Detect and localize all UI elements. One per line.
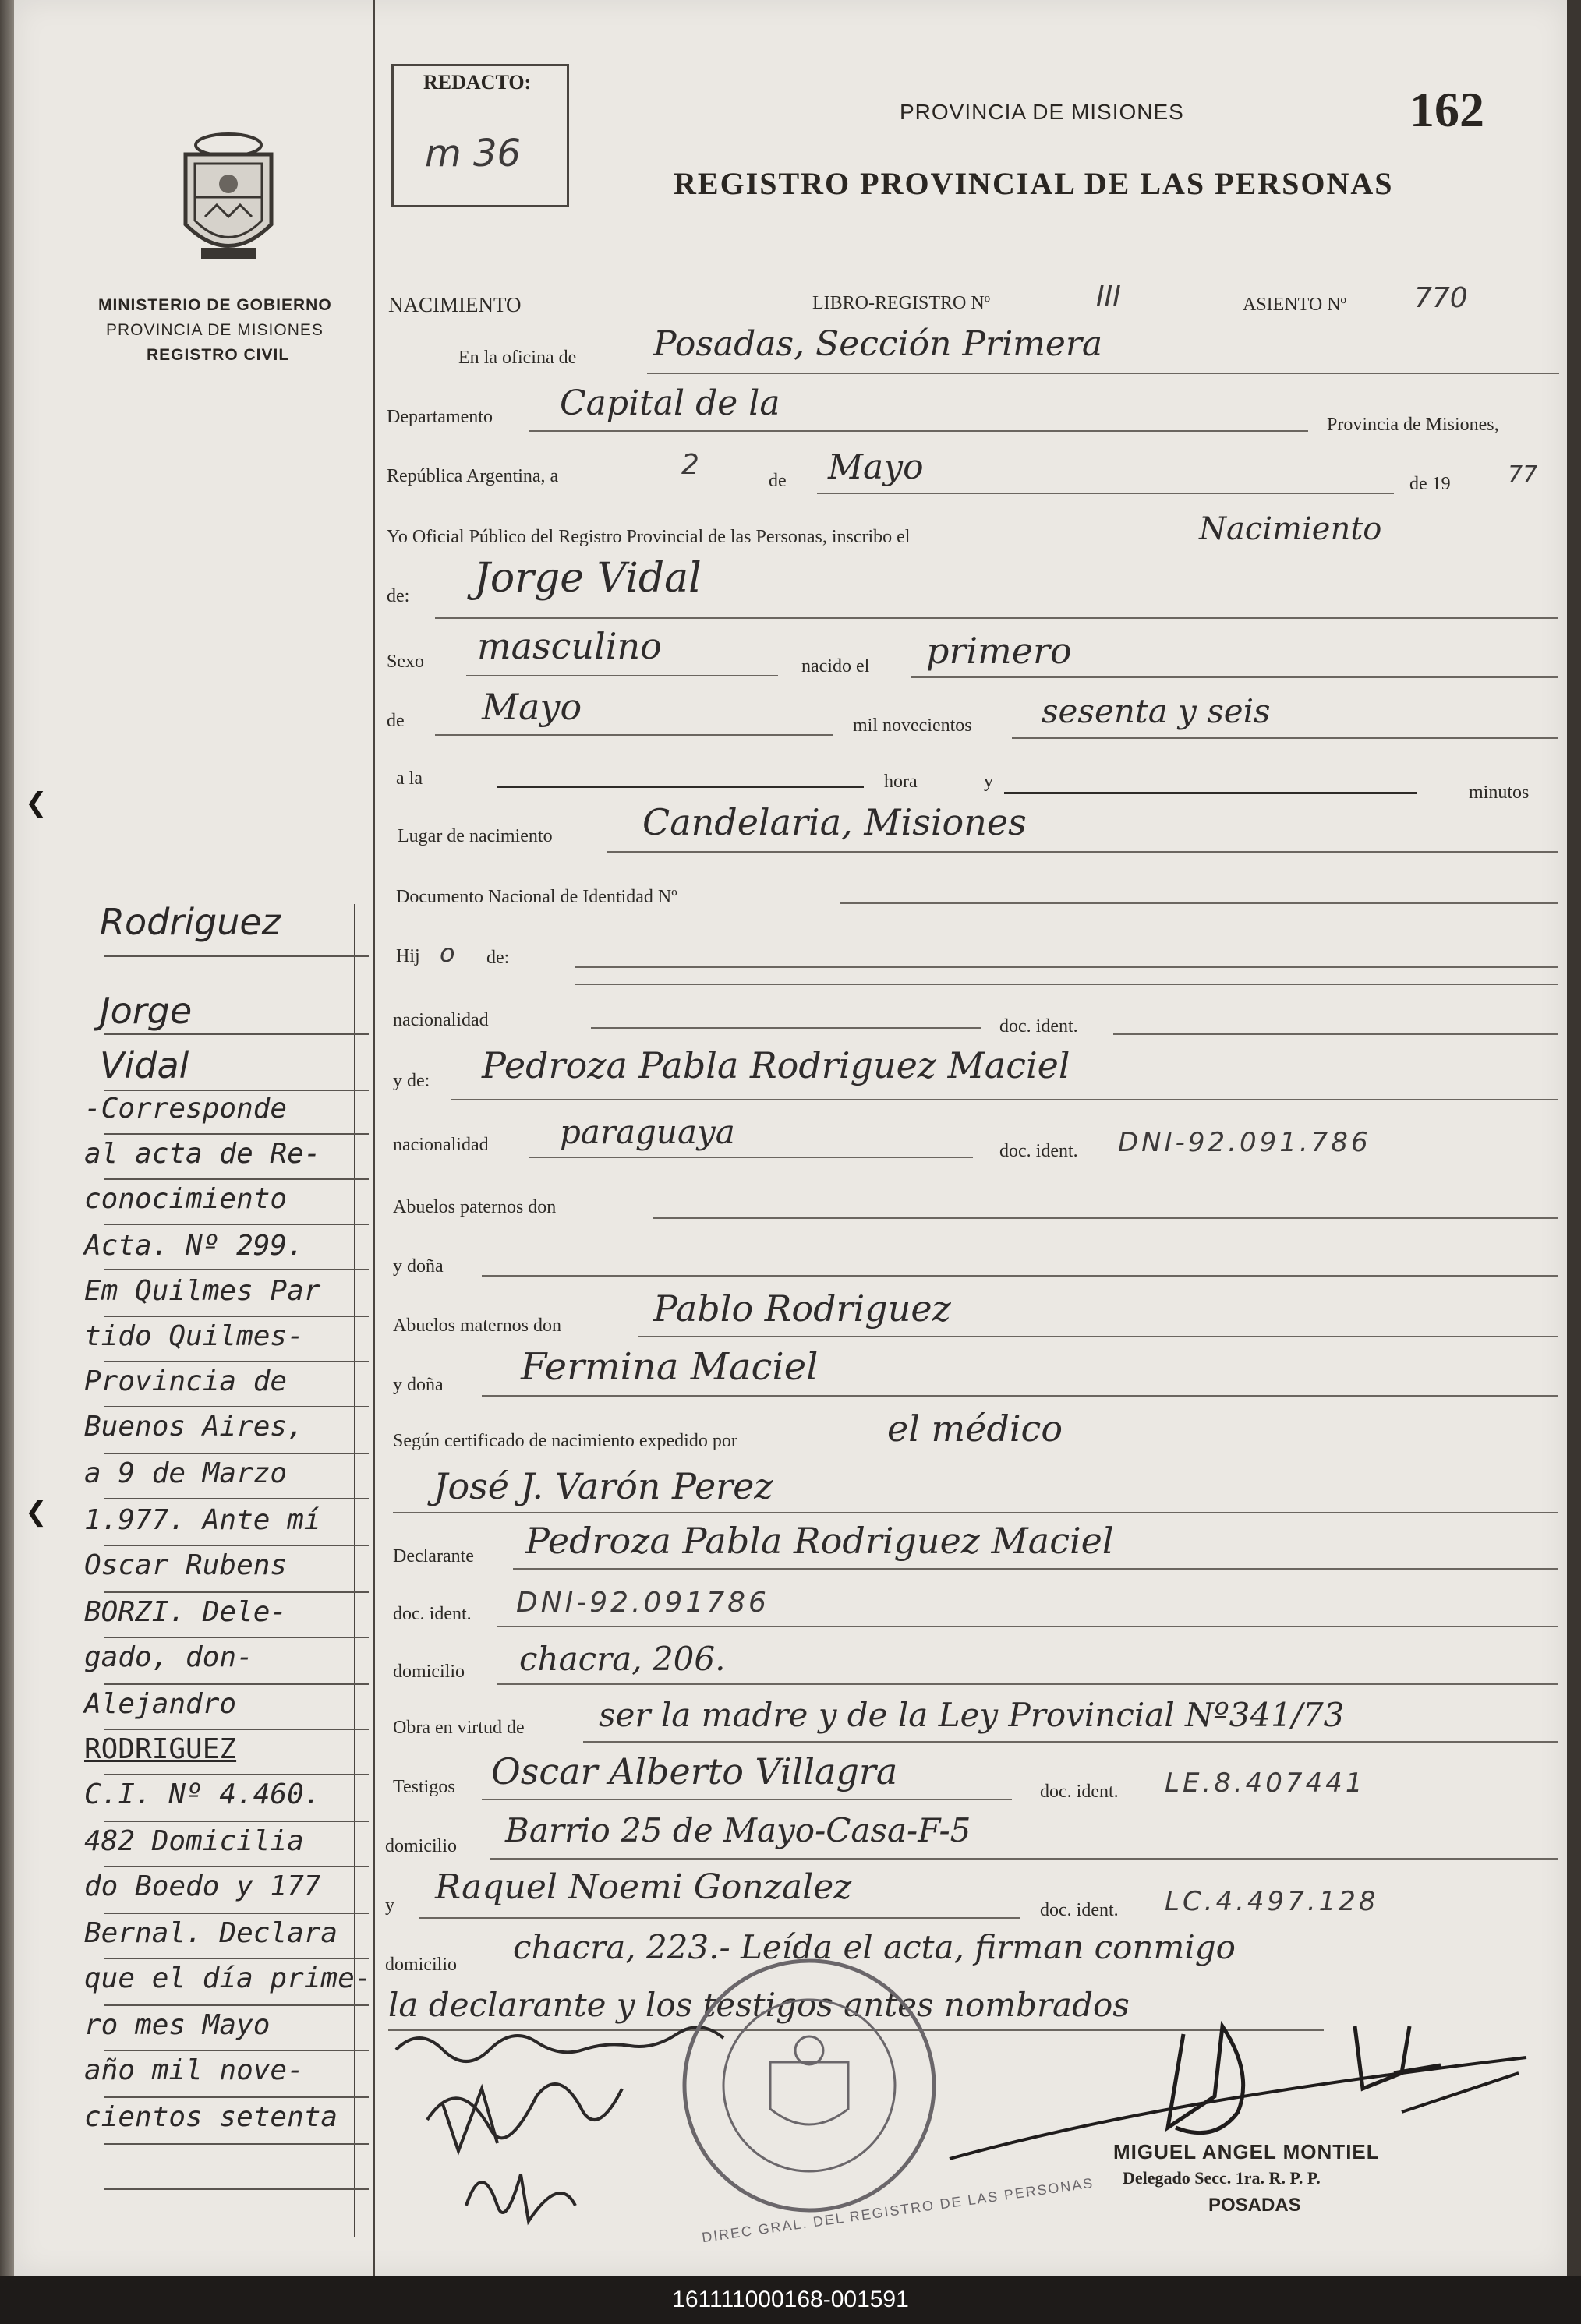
libro-value: III — [1096, 281, 1121, 313]
y-dona-label: y doña — [393, 1256, 444, 1277]
y-dona2-label: y doña — [393, 1375, 444, 1395]
mil-label: mil novecientos — [853, 715, 972, 736]
margin-note-line: conocimiento — [84, 1183, 288, 1215]
hijo-de-label: de: — [486, 948, 510, 968]
oficina-label: En la oficina de — [458, 348, 577, 368]
binding-edge — [0, 0, 14, 2276]
de-label: de — [769, 471, 787, 491]
margin-note-line: Alejandro — [84, 1688, 237, 1720]
obra-value: ser la madre y de la Ley Provincial Nº341/73 — [599, 1696, 1345, 1734]
y2-label: y — [385, 1895, 394, 1916]
lugar-value: Candelaria, Misiones — [642, 801, 1027, 843]
doc-ident2-value: DNI-92.091.786 — [1118, 1127, 1371, 1158]
record-type: NACIMIENTO — [388, 293, 522, 316]
margin-rule — [104, 2143, 369, 2145]
domicilio3-value: chacra, 223.- Leída el acta, firman conmigo — [513, 1928, 1236, 1966]
minutos-line — [1004, 792, 1417, 794]
medico-value: José J. Varón Perez — [433, 1465, 773, 1507]
hora-line — [497, 786, 864, 788]
margin-rule — [104, 1545, 369, 1546]
hijo-line-2 — [575, 984, 1558, 985]
margin-surname: Rodriguez — [100, 901, 281, 943]
abuelos-pat-label: Abuelos paternos don — [393, 1197, 557, 1217]
margin-note-line: gado, don- — [84, 1641, 253, 1673]
hijo-line-1 — [575, 966, 1558, 968]
y-dona-line — [482, 1275, 1558, 1277]
declarante-value: Pedroza Pabla Rodriguez Maciel — [525, 1520, 1114, 1562]
madre-line — [451, 1099, 1558, 1100]
nacionalidad2-value: paraguaya — [560, 1113, 735, 1151]
margin-rule — [104, 1637, 369, 1638]
margin-rule — [104, 1178, 369, 1180]
hijo-suffix: o — [440, 938, 455, 968]
official-city: POSADAS — [1208, 2195, 1301, 2216]
margin-note-line: Bernal. Declara — [84, 1917, 338, 1949]
margin-divider-inner — [354, 904, 355, 2237]
margin-note-line: BORZI. Dele- — [84, 1596, 288, 1628]
margin-note-line: -Corresponde — [84, 1093, 288, 1125]
lugar-line — [607, 851, 1558, 853]
republica-label: República Argentina, a — [387, 466, 559, 486]
margin-note-line: do Boedo y 177 — [84, 1870, 321, 1902]
official-title: Delegado Secc. 1ra. R. P. P. — [1123, 2168, 1321, 2188]
anio-value: 77 — [1508, 461, 1538, 489]
declarante-line — [513, 1568, 1558, 1570]
margin-note-line: a 9 de Marzo — [84, 1457, 288, 1489]
anio-label: de 19 — [1409, 474, 1451, 494]
margin-rule — [104, 2096, 369, 2098]
testigo1-doc-label: doc. ident. — [1040, 1782, 1119, 1802]
a-la-label: a la — [396, 768, 423, 789]
registry-title: REGISTRO PROVINCIAL DE LAS PERSONAS — [674, 166, 1394, 201]
mes-value: Mayo — [828, 447, 924, 487]
margin-divider — [373, 0, 375, 2276]
domicilio3-label: domicilio — [385, 1955, 457, 1975]
margin-rule — [104, 1406, 369, 1407]
departamento-line — [529, 430, 1308, 432]
margin-note-line: Oscar Rubens — [84, 1549, 288, 1581]
y-label: y — [984, 772, 993, 792]
y-de-label: y de: — [393, 1071, 430, 1091]
minutos-label: minutos — [1469, 782, 1530, 803]
margin-rule — [104, 1133, 369, 1135]
margin-rule — [104, 1033, 369, 1035]
document-page — [14, 0, 1567, 2276]
margin-note-line: 482 Domicilia — [84, 1825, 304, 1857]
de-nombre-label: de: — [387, 586, 410, 606]
abuela-mat-line — [482, 1395, 1558, 1397]
testigo1-doc-value: LE.8.407441 — [1165, 1768, 1366, 1799]
de-mes-label: de — [387, 711, 405, 731]
image-id-bar: 161111000168-001591 — [0, 2276, 1581, 2324]
certificado-label: Según certificado de nacimiento expedido por — [393, 1431, 737, 1451]
domicilio-value: chacra, 206. — [519, 1640, 726, 1678]
margin-rule — [104, 1774, 369, 1775]
abuelos-pat-line — [653, 1217, 1558, 1219]
dni-line — [840, 902, 1558, 904]
ministry-line-2: PROVINCIA DE MISIONES — [106, 321, 324, 339]
margin-note-line: Buenos Aires, — [84, 1411, 304, 1443]
domicilio-line — [497, 1683, 1558, 1685]
margin-rule — [104, 2050, 369, 2051]
margin-rule — [104, 1866, 369, 1867]
margin-note-line: al acta de Re- — [84, 1138, 321, 1170]
testigo1-value: Oscar Alberto Villagra — [491, 1750, 898, 1792]
testigo1-line — [482, 1799, 1012, 1800]
ministry-line-3: REGISTRO CIVIL — [147, 346, 290, 364]
margin-note-line: Em Quilmes Par — [84, 1275, 321, 1307]
hijo-label: Hij — [396, 946, 420, 966]
margin-note-line: Provincia de — [84, 1365, 288, 1397]
margin-rule — [104, 1913, 369, 1914]
testigo2-doc-label: doc. ident. — [1040, 1900, 1119, 1920]
oficial-label: Yo Oficial Público del Registro Provincial de las Personas, inscribo el — [387, 527, 911, 547]
redacto-label: REDACTO: — [423, 71, 532, 94]
margin-note-line: C.I. Nº 4.460. — [84, 1778, 321, 1810]
departamento-value: Capital de la — [560, 383, 780, 423]
closing-value: la declarante y los testigos antes nombrados — [388, 1986, 1130, 2024]
dni-label: Documento Nacional de Identidad Nº — [396, 887, 677, 907]
dia-value: 2 — [681, 449, 699, 481]
stamp-text: DIREC GRAL. DEL REGISTRO DE LAS PERSONAS — [701, 2174, 1095, 2246]
asiento-label: ASIENTO Nº — [1243, 295, 1346, 315]
testigos-label: Testigos — [393, 1777, 455, 1797]
margin-rule — [104, 1224, 369, 1225]
abuelos-mat-label: Abuelos maternos don — [393, 1316, 561, 1336]
ministry-line-1: MINISTERIO DE GOBIERNO — [98, 296, 332, 314]
madre-value: Pedroza Pabla Rodriguez Maciel — [482, 1044, 1070, 1086]
obra-label: Obra en virtud de — [393, 1718, 525, 1738]
abuelo-mat-line — [638, 1336, 1558, 1337]
margin-rule — [104, 1729, 369, 1730]
margin-given-name: Jorge — [100, 990, 193, 1032]
decl-doc-line — [497, 1626, 1558, 1627]
official-seal — [677, 1953, 942, 2218]
margin-rule — [104, 1316, 369, 1317]
coat-of-arms-icon — [170, 131, 287, 271]
redacto-box — [391, 64, 569, 207]
lugar-label: Lugar de nacimiento — [398, 826, 553, 846]
margin-note-line: 1.977. Ante mí — [84, 1504, 321, 1536]
provincia-suffix: Provincia de Misiones, — [1327, 415, 1499, 435]
hora-label: hora — [884, 772, 918, 792]
margin-note-line: ro mes Mayo — [84, 2009, 271, 2041]
margin-rule — [104, 1591, 369, 1593]
domicilio2-label: domicilio — [385, 1836, 457, 1856]
page-number: 162 — [1409, 82, 1484, 137]
nombre-line — [435, 617, 1558, 619]
margin-note-line: RODRIGUEZ — [84, 1733, 237, 1765]
margin-rule — [104, 2004, 369, 2006]
province-title: PROVINCIA DE MISIONES — [900, 100, 1184, 124]
margin-rule — [104, 955, 369, 957]
nacionalidad2-label: nacionalidad — [393, 1135, 489, 1155]
testigo2-value: Raquel Noemi Gonzalez — [435, 1867, 852, 1907]
decl-doc-label: doc. ident. — [393, 1604, 472, 1624]
de-mes-value: Mayo — [482, 686, 582, 728]
sexo-label: Sexo — [387, 652, 424, 672]
oficina-value: Posadas, Sección Primera — [653, 324, 1103, 364]
nacionalidad-label: nacionalidad — [393, 1010, 489, 1030]
oficina-line — [647, 373, 1559, 374]
margin-rule — [104, 1958, 369, 1959]
obra-line — [583, 1741, 1558, 1743]
abuelo-mat-value: Pablo Rodriguez — [653, 1287, 951, 1330]
margin-rule — [104, 1269, 369, 1270]
asiento-value: 770 — [1414, 282, 1468, 314]
margin-rule — [104, 1090, 369, 1091]
margin-note-line: tido Quilmes- — [84, 1320, 304, 1352]
margin-note-line: cientos setenta — [84, 2101, 338, 2133]
margin-rule — [104, 1683, 369, 1685]
sexo-line — [466, 675, 778, 676]
domicilio2-line — [490, 1858, 1558, 1860]
doc-ident-line — [1113, 1033, 1558, 1035]
mil-line — [1012, 737, 1558, 739]
punch-mark: ❮ — [25, 787, 48, 818]
nacido-value: primero — [926, 630, 1072, 672]
domicilio2-value: Barrio 25 de Mayo-Casa-F-5 — [505, 1811, 971, 1849]
testigo2-doc-value: LC.4.497.128 — [1165, 1886, 1379, 1917]
margin-note-line: Acta. Nº 299. — [84, 1230, 304, 1262]
domicilio-label: domicilio — [393, 1662, 465, 1682]
libro-label: LIBRO-REGISTRO Nº — [812, 293, 991, 313]
margin-rule — [104, 1498, 369, 1499]
nacido-line — [911, 676, 1558, 678]
abuela-mat-value: Fermina Maciel — [521, 1345, 819, 1389]
margin-rule — [104, 1453, 369, 1454]
mil-value: sesenta y seis — [1042, 692, 1271, 730]
margin-note-line: año mil nove- — [84, 2054, 304, 2086]
nacionalidad-line — [591, 1027, 981, 1029]
margin-rule — [104, 1821, 369, 1822]
de-mes-line — [435, 734, 833, 736]
nacionalidad2-line — [529, 1157, 973, 1158]
oficial-value: Nacimiento — [1199, 511, 1382, 547]
declarante-label: Declarante — [393, 1546, 474, 1566]
certificado-value: el médico — [887, 1407, 1063, 1450]
margin-note-line: que el día prime- — [84, 1962, 372, 1994]
margin-rule — [104, 1361, 369, 1362]
departamento-label: Departamento — [387, 407, 493, 427]
margin-rule — [104, 2188, 369, 2190]
doc-ident2-label: doc. ident. — [999, 1141, 1078, 1161]
decl-doc-value: DNI-92.091786 — [516, 1587, 769, 1619]
official-name: MIGUEL ANGEL MONTIEL — [1113, 2140, 1380, 2163]
sexo-value: masculino — [477, 625, 662, 667]
testigo2-line — [419, 1917, 1020, 1919]
redacto-value: m 36 — [425, 132, 522, 175]
nacido-label: nacido el — [801, 656, 870, 676]
nombre-value: Jorge Vidal — [474, 555, 702, 602]
doc-ident-label: doc. ident. — [999, 1016, 1078, 1037]
medico-line — [393, 1512, 1558, 1513]
mes-line — [817, 493, 1394, 494]
margin-middle-name: Vidal — [100, 1044, 189, 1086]
punch-mark: ❮ — [25, 1496, 48, 1528]
